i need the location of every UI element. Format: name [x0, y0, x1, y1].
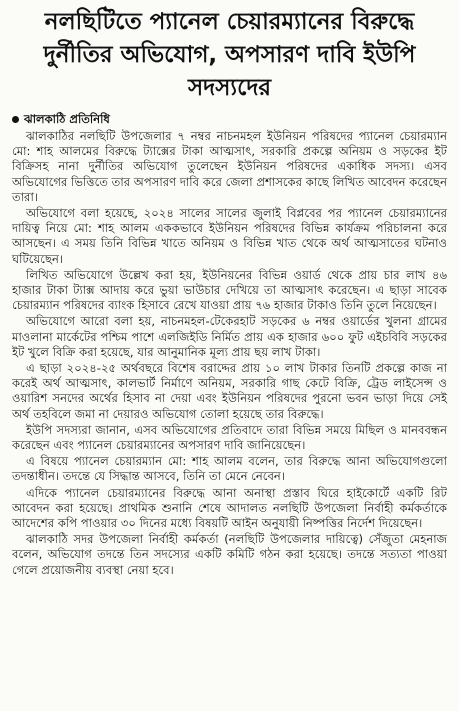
paragraph: এ ছাড়া ২০২৪-২৫ অর্থবছরে বিশেষ বরাদ্দের প্রায় ১০ লাখ টাকার তিনটি প্রকল্পে কাজ না করেই অর্থ আত্মসাৎ, কালভার্ট নির্মাণে অনিয়ম, সরকারি গাছ কেটে বিক্রি, ট্রেড লাইসেন্স ও ওয়ারিশ সনদের অর্থের হিসাব না দেয়া এবং ইউনিয়ন পরিষদের পুরনো ভবন ভাড়া দিয়ে সেই অর্থ তহবিলে জমা না দেয়ারও অভিযোগ তোলা হয়েছে তার বিরুদ্ধে।	[12, 361, 447, 421]
byline: ঝালকাঠি প্রতিনিধি	[24, 112, 110, 126]
paragraph: ইউপি সদস্যরা জানান, এসব অভিযোগের প্রতিবাদে তারা বিভিন্ন সময়ে মিছিল ও মানববন্ধন করেছেন এবং প্যানেল চেয়ারম্যানের অপসারণ দাবি জানিয়েছেন।	[12, 422, 447, 453]
paragraph: ঝালকাঠির নলছিটি উপজেলার ৭ নম্বর নাচনমহল ইউনিয়ন পরিষদের প্যানেল চেয়ারম্যান মো: শাহ আলমের বিরুদ্ধে ট্যাক্সের টাকা আত্মসাৎ, সরকারি প্রকল্পে অনিয়ম ও সড়কের ইট বিক্রিসহ নানা দুর্নীতির অভিযোগ তুলেছেন ইউনিয়ন পরিষদের একাধিক সদস্য। এসব অভিযোগের ভিত্তিতে তার অপসারণ দাবি করে জেলা প্রশাসকের কাছে লিখিত আবেদন করেছেন তারা।	[12, 129, 447, 204]
paragraph: এ বিষয়ে প্যানেল চেয়ারম্যান মো: শাহ আলম বলেন, তার বিরুদ্ধে আনা অভিযোগগুলো তদন্তাধীন। তদন্তে যে সিদ্ধান্ত আসবে, তিনি তা মেনে নেবেন।	[12, 454, 447, 484]
byline-row	[12, 112, 447, 126]
paragraph: ঝালকাঠি সদর উপজেলা নির্বাহী কর্মকর্তা (নলছিটি উপজেলার দায়িত্বে) সেঁজুতা মেহনাজ বলেন, অভিযোগ তদন্তে তিন সদস্যের একটি কমিটি গঠন করা হয়েছে। তদন্তে সত্যতা পাওয়া গেলে প্রয়োজনীয় ব্যবস্থা নেয়া হবে।	[12, 532, 447, 577]
article-body	[12, 129, 447, 578]
bullet-icon	[12, 116, 19, 123]
paragraph: লিখিত অভিযোগে উল্লেখ করা হয়, ইউনিয়নের বিভিন্ন ওয়ার্ড থেকে প্রায় চার লাখ ৪৬ হাজার টাকা ট্যাক্স আদায় করে ভুয়া ভাউচার দেখিয়ে তা আত্মসাৎ করেছেন। এ ছাড়া সাবেক চেয়ারম্যান পরিষদের ব্যাংক হিসাবে রেখে যাওয়া প্রায় ৭৬ হাজার টাকাও তিনি তুলে নিয়েছেন।	[12, 267, 447, 313]
headline: নলছিটিতে প্যানেল চেয়ারম্যানের বিরুদ্ধে দুর্নীতির অভিযোগ, অপসারণ দাবি ইউপি সদস্যদের	[43, 9, 416, 101]
paragraph: অভিযোগে আরো বলা হয়, নাচনমহল-টেকেরহাট সড়কের ৬ নম্বর ওয়ার্ডের খুলনা গ্রামের মাওলানা মার্কেটের পশ্চিম পাশে এলজিইডি নির্মিত প্রায় এক হাজার ৬০০ ফুট এইচবিবি সড়কের ইট খুলে বিক্রি করা হয়েছে, যার আনুমানিক মূল্য প্রায় ছয় লাখ টাকা।	[12, 314, 447, 359]
paragraph: এদিকে প্যানেল চেয়ারম্যানের বিরুদ্ধে আনা অনাস্থা প্রস্তাব ঘিরে হাইকোর্টে একটি রিট আবেদন করা হয়েছে। প্রাথমিক শুনানি শেষে আদালত নলছিটি উপজেলা নির্বাহী কর্মকর্তাকে আদেশের কপি পাওয়ার ৩০ দিনের মধ্যে বিষয়টি আইন অনুযায়ী নিষ্পত্তির নির্দেশ দিয়েছেন।	[12, 485, 447, 531]
paragraph: অভিযোগে বলা হয়েছে, ২০২৪ সালের সালের জুলাই বিপ্লবের পর প্যানেল চেয়ারম্যানের দায়িত্ব নিয়ে মো: শাহ আলম এককভাবে ইউনিয়ন পরিষদের বিভিন্ন কার্যক্রম পরিচালনা করে আসছেন। এ সময় তিনি বিভিন্ন খাতে অনিয়ম ও বিভিন্ন খাত থেকে অর্থ আত্মসাতের ঘটনাও ঘটিয়েছেন।	[12, 206, 447, 266]
